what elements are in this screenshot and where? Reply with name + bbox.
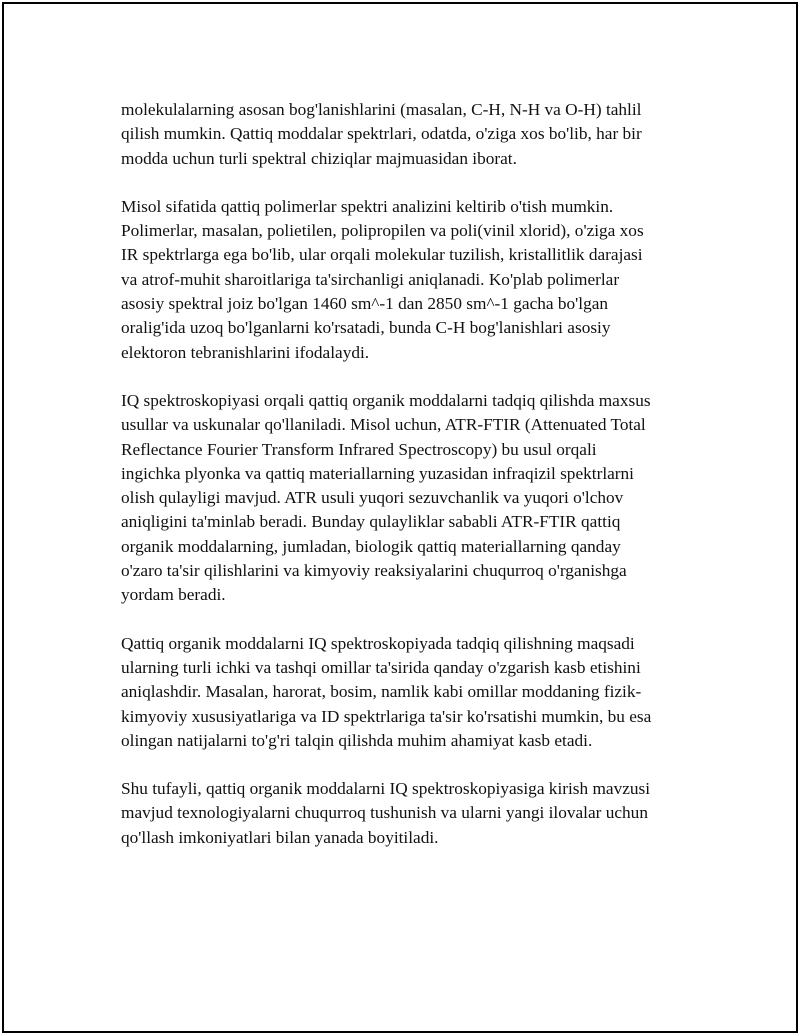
paragraph-3: IQ spektroskopiyasi orqali qattiq organik moddalarni tadqiq qilishda maxsus usullar va uskunalar qo'llaniladi. Misol uchun, ATR-FTIR (Attenuated Total Reflectance Fourier Transform Infrared Spectroscopy) bu usul orqali ingichka plyonka va qattiq materiallarning yuzasidan infraqizil spektrlarni olish qulayligi mavjud. ATR usuli yuqori sezuvchanlik va yuqori o'lchov aniqligini ta'minlab beradi. Bunday qulayliklar sababli ATR-FTIR qattiq organik moddalarning, jumladan, biologik qattiq materiallarning qanday o'zaro ta'sir qilishlarini va kimyoviy reaksiyalarini chuqurroq o'rganishga yordam beradi. bbox=[121, 390, 651, 605]
document-body bbox=[121, 98, 701, 874]
paragraph-1: molekulalarning asosan bog'lanishlarini (masalan, C-H, N-H va O-H) tahlil qilish mumkin. Qattiq moddalar spektrlari, odatda, o'ziga xos bo'lib, har bir modda uchun turli spektral chiziqlar majmuasidan iborat. bbox=[121, 100, 642, 168]
paragraph-2: Misol sifatida qattiq polimerlar spektri analizini keltirib o'tish mumkin. Polimerlar, masalan, polietilen, polipropilen va poli(vinil xlorid), o'ziga xos IR spektrlarga ega bo'lib, ular orqali molekular tuzilish, kristallitlik darajasi va atrof-muhit sharoitlariga ta'sirchanligi aniqlanadi. Ko'plab polimerlar asosiy spektral joiz bo'lgan 1460 sm^-1 dan 2850 sm^-1 gacha bo'lgan oralig'ida uzoq bo'lganlarni ko'rsatadi, bunda C-H bog'lanishlari asosiy elektoron tebranishlarini ifodalaydi. bbox=[121, 196, 644, 362]
paragraph-5: Shu tufayli, qattiq organik moddalarni IQ spektroskopiyasiga kirish mavzusi mavjud texnologiyalarni chuqurroq tushunish va ularni yangi ilovalar uchun qo'llash imkoniyatlari bilan yanada boyitiladi. bbox=[121, 779, 651, 847]
paragraph-4: Qattiq organik moddalarni IQ spektroskopiyada tadqiq qilishning maqsadi ularning turli ichki va tashqi omillar ta'sirida qanday o'zgarish kasb etishini aniqlashdir. Masalan, harorat, bosim, namlik kabi omillar moddaning fizik- kimyoviy xususiyatlariga va ID spektrlariga ta'sir ko'rsatishi mumkin, bu esa olingan natijalarni to'g'ri talqin qilishda muhim ahamiyat kasb etadi. bbox=[121, 633, 652, 750]
page-border bbox=[2, 2, 798, 1033]
